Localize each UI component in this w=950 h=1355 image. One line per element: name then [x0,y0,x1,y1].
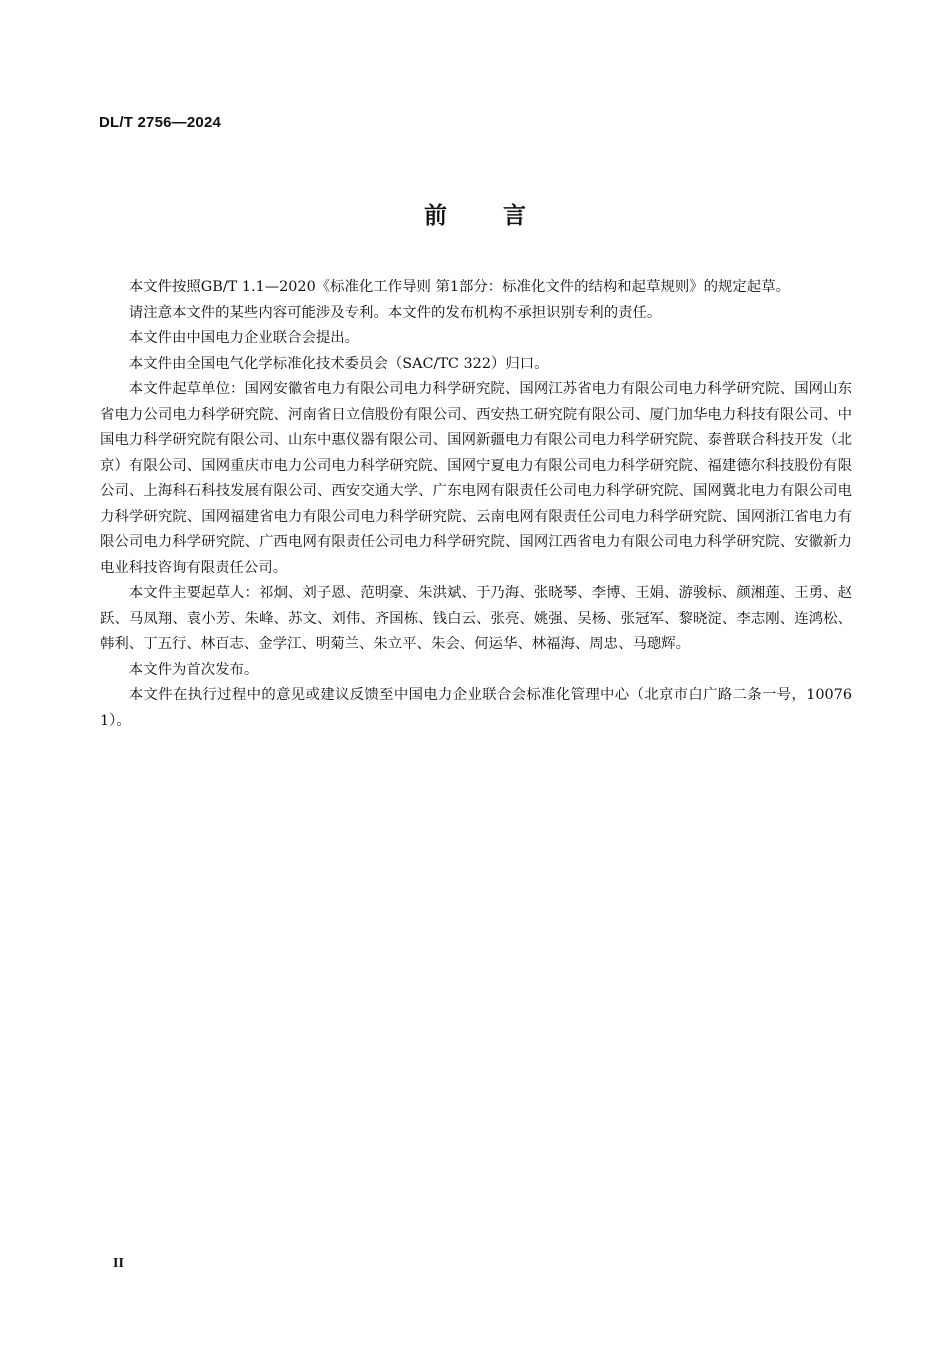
section-title: 前言 [424,203,582,229]
foreword-body [100,275,852,734]
paragraph-drafting-organizations: 本文件起草单位：国网安徽省电力有限公司电力科学研究院、国网江苏省电力有限公司电力科学研究院、国网山东省电力公司电力科学研究院、河南省日立信股份有限公司、西安热工研究院有限公司、厦门加华电力科技有限公司、中国电力科学研究院有限公司、山东中惠仪器有限公司、国网新疆电力有限公司电力科学研究院、泰普联合科技开发（北京）有限公司、国网重庆市电力公司电力科学研究院、国网宁夏电力有限公司电力科学研究院、福建德尔科技股份有限公司、上海科石科技发展有限公司、西安交通大学、广东电网有限责任公司电力科学研究院、国网冀北电力有限公司电力科学研究院、国网福建省电力有限公司电力科学研究院、云南电网有限责任公司电力科学研究院、国网浙江省电力有限公司电力科学研究院、广西电网有限责任公司电力科学研究院、国网江西省电力有限公司电力科学研究院、安徽新力电业科技咨询有限责任公司。 [100,381,852,576]
paragraph-drafting-rules: 本文件按照GB/T 1.1—2020《标准化工作导则 第1部分：标准化文件的结构和起草规则》的规定起草。 [128,279,790,295]
paragraph-technical-committee: 本文件由全国电气化学标准化技术委员会（SAC/TC 322）归口。 [128,355,549,372]
document-code: DL/T 2756—2024 [99,114,222,131]
paragraph-feedback-contact: 本文件在执行过程中的意见或建议反馈至中国电力企业联合会标准化管理中心（北京市白广路二条一号，100761）。 [100,687,852,729]
paragraph-patent-notice: 请注意本文件的某些内容可能涉及专利。本文件的发布机构不承担识别专利的责任。 [128,304,662,321]
paragraph-proposed-by: 本文件由中国电力企业联合会提出。 [128,330,360,346]
paragraph-first-release: 本文件为首次发布。 [128,661,259,678]
page-number: II [113,1256,124,1271]
paragraph-main-drafters: 本文件主要起草人：祁炯、刘子恩、范明豪、朱洪斌、于乃海、张晓琴、李博、王娟、游骏标、颜湘莲、王勇、赵跃、马凤翔、袁小芳、朱峰、苏文、刘伟、齐国栋、钱白云、张亮、姚强、吴杨、张冠军、黎晓淀、李志刚、连鸿松、韩利、丁五行、林百志、金学江、明菊兰、朱立平、朱会、何运华、林福海、周忠、马璁辉。 [100,585,852,652]
